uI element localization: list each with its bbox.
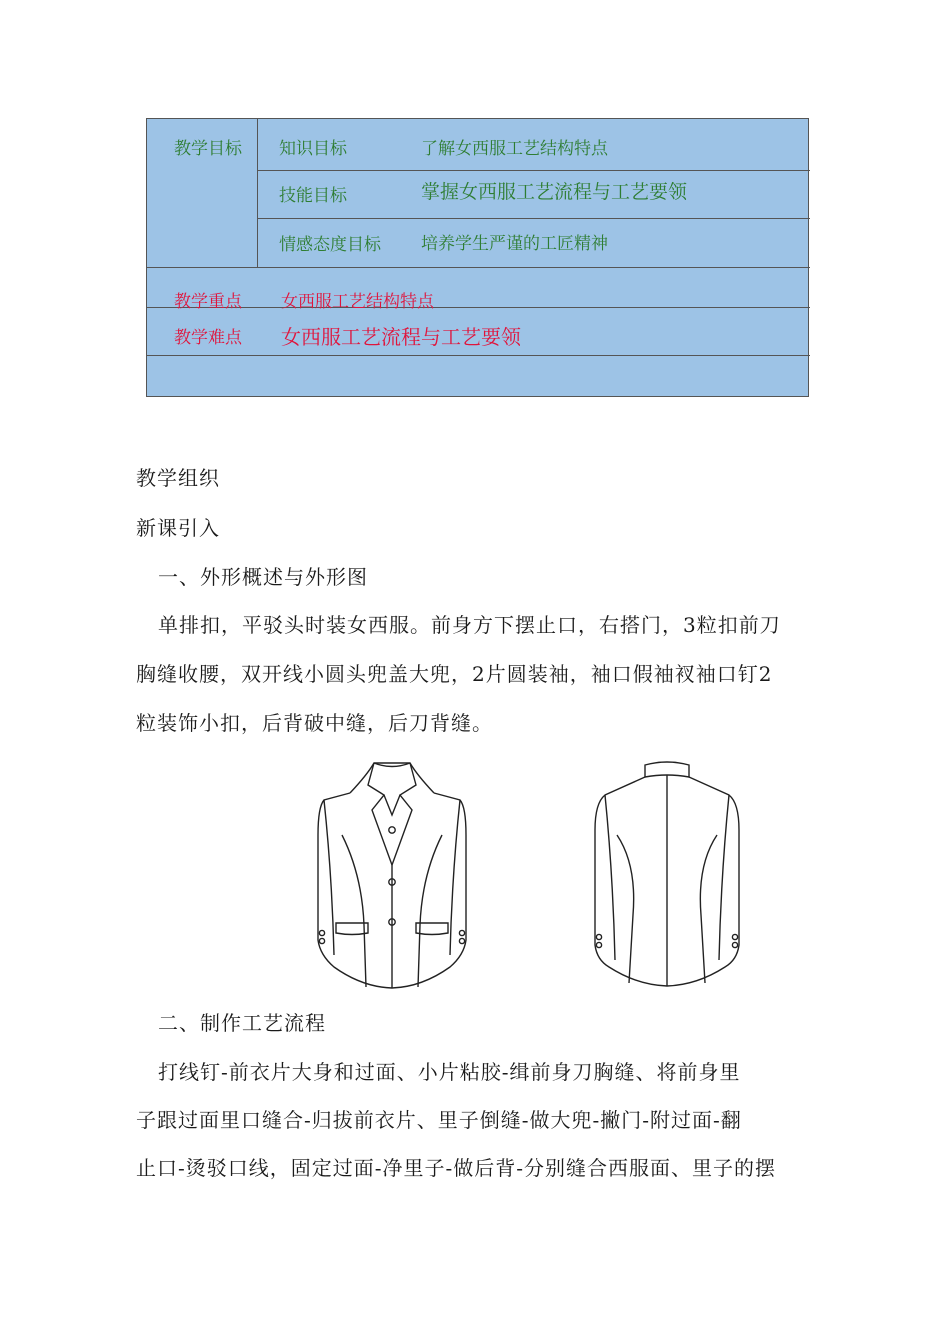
difficulty-content: 女西服工艺流程与工艺要领 <box>281 325 521 349</box>
table-divider <box>257 170 810 171</box>
section1-heading: 一、外形概述与外形图 <box>158 565 368 589</box>
row-type: 知识目标 <box>279 139 347 159</box>
row-content: 了解女西服工艺结构特点 <box>421 139 608 159</box>
difficulty-label: 教学难点 <box>174 328 242 348</box>
row-type: 技能目标 <box>279 186 347 206</box>
row-content: 培养学生严谨的工匠精神 <box>421 234 608 254</box>
section2-line: 子跟过面里口缝合-归拔前衣片、里子倒缝-做大兜-撇门-附过面-翻 <box>136 1108 742 1132</box>
table-divider <box>147 355 810 356</box>
intro-heading: 新课引入 <box>136 516 220 540</box>
section2-line: 打线钉-前衣片大身和过面、小片粘胶-缉前身刀胸缝、将前身里 <box>158 1060 741 1084</box>
table-divider <box>257 218 810 219</box>
jacket-front-icon <box>312 755 472 990</box>
table-divider <box>257 119 258 267</box>
section1-line: 胸缝收腰，双开线小圆头兜盖大兜，2片圆装袖，袖口假袖衩袖口钉2 <box>136 662 773 686</box>
table-divider <box>147 307 810 308</box>
section1-line: 单排扣，平驳头时装女西服。前身方下摆止口，右搭门，3粒扣前刀 <box>158 613 781 637</box>
section2-line: 止口-烫驳口线，固定过面-净里子-做后背-分别缝合西服面、里子的摆 <box>136 1156 777 1180</box>
jacket-back-icon <box>585 755 750 990</box>
key-label: 教学重点 <box>174 292 242 312</box>
section2-heading: 二、制作工艺流程 <box>158 1011 326 1035</box>
section1-line: 粒装饰小扣，后背破中缝，后刀背缝。 <box>136 711 493 735</box>
row-content: 掌握女西服工艺流程与工艺要领 <box>421 181 688 203</box>
table-divider <box>147 267 810 268</box>
objectives-table <box>146 118 809 397</box>
key-content: 女西服工艺结构特点 <box>281 292 434 312</box>
goal-label: 教学目标 <box>174 139 242 159</box>
row-type: 情感态度目标 <box>279 235 381 255</box>
org-heading: 教学组织 <box>136 466 220 490</box>
